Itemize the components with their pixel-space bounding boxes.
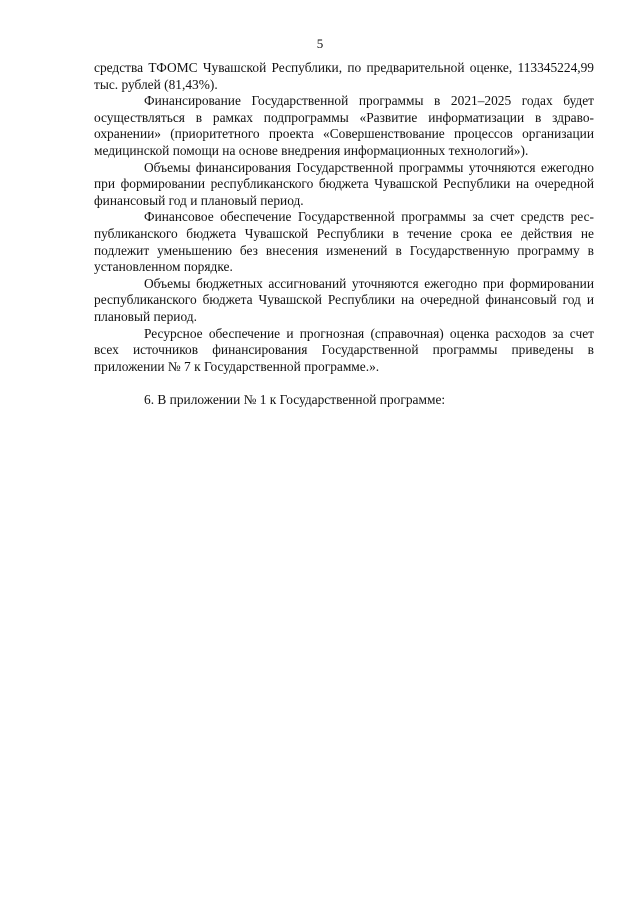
paragraph-appendix-amendment: 6. В приложении № 1 к Государственной программе:	[144, 392, 446, 408]
paragraph-annual-adjustment: Объемы финансирования Государственной программы уточняются ежегодно при формировании республиканского бюджета Чувашской Республики на очередной финансовый год и плановый период.	[94, 159, 594, 208]
paragraph-financing-subprogram: Финансирование Государственной программы в 2021–2025 годах будет осуществляться в рамках подпрограммы «Развитие информатизации в здравоохранении» (приоритетного проекта «Совершенствование процессов организации медицинской помощи на основе внедрения информационных технологий»).	[94, 93, 594, 158]
paragraph-budget-guarantee: Финансовое обеспечение Государственной программы за счет средств республиканского бюджета Чувашской Республики в течение срока ее действия не подлежит уменьшению без внесения изменений в Государственную программу в установленном порядке.	[94, 209, 594, 275]
paragraph-tfoms-share: средства ТФОМС Чувашской Республики, по предварительной оценке, 113345224,99 тыс. рублей (81,43%).	[94, 60, 594, 92]
paragraph-resource-provision: Ресурсное обеспечение и прогнозная (справочная) оценка расходов за счет всех источников финансирования Государственной программы приведены в приложении № 7 к Государственной программе.».	[94, 325, 594, 374]
paragraph-budget-allocations: Объемы бюджетных ассигнований уточняются ежегодно при формировании республиканского бюджета Чувашской Республики на очередной финансовый год и плановый период.	[94, 275, 594, 324]
page-number: 5	[316, 36, 324, 51]
document-body	[94, 60, 594, 409]
